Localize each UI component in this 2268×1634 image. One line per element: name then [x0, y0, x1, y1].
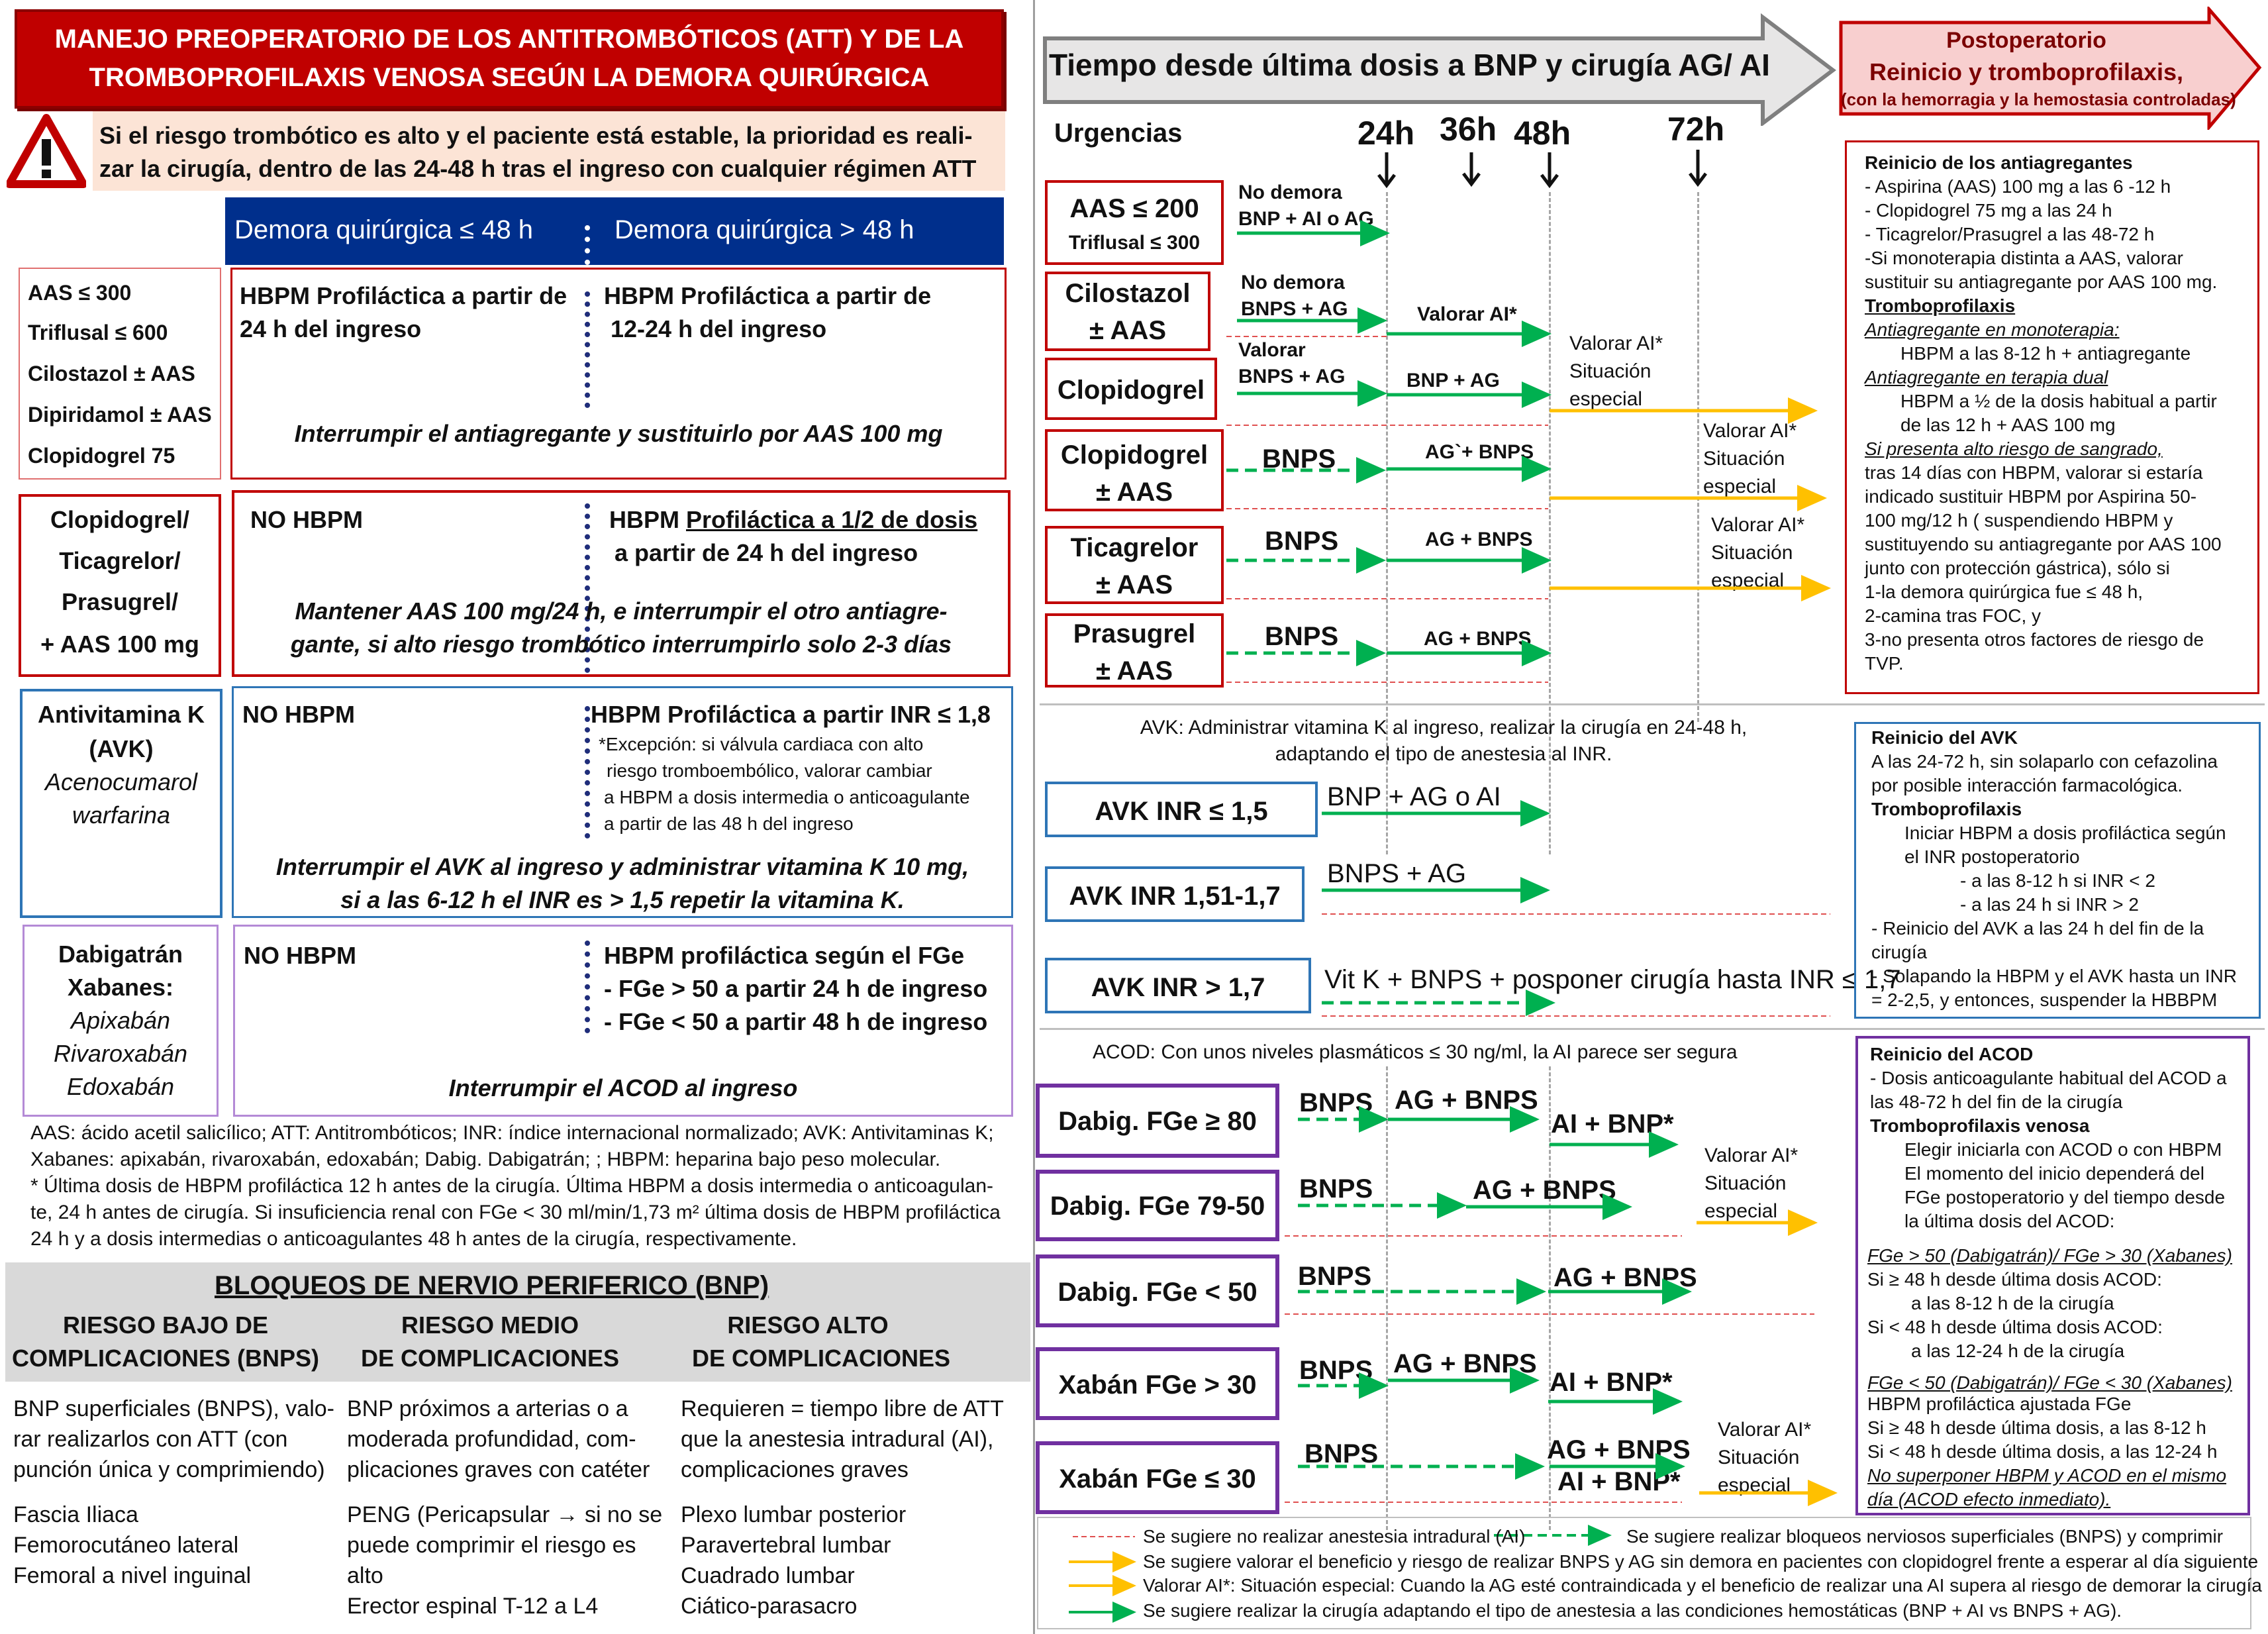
ag-drug: AAS ≤ 200	[1069, 194, 1199, 223]
ag-postop-line: - Clopidogrel 75 mg a las 24 h	[1865, 200, 2112, 221]
row4-left-text: NO HBPM	[244, 942, 356, 969]
row3-exception: *Excepción: si válvula cardiaca con alto	[599, 734, 924, 754]
row1-drug: Dipiridamol ± AAS	[28, 403, 212, 427]
bnp-high-item: Cuadrado lumbar	[681, 1563, 855, 1588]
acod-postop-line: a las 12-24 h de la cirugía	[1911, 1341, 2125, 1361]
acod-postop-line: El momento del inicio dependerá del	[1904, 1163, 2204, 1184]
row2-drug: Ticagrelor/	[59, 547, 181, 574]
ag-situacion: Valorar AI*	[1569, 332, 1663, 354]
ag-situacion: Situación	[1703, 448, 1785, 470]
ag-postop-line: 2-camina tras FOC, y	[1865, 605, 2042, 626]
acod-bnps: BNPS	[1299, 1088, 1373, 1117]
row3-drug: warfarina	[72, 801, 171, 829]
row3-exception: a partir de las 48 h del ingreso	[604, 813, 854, 834]
ag-postop-line: Tromboprofilaxis	[1865, 295, 2016, 316]
ag-drug: Prasugrel	[1073, 619, 1196, 648]
avk-intro: AVK: Administrar vitamina K al ingreso, realizar la cirugía en 24-48 h,	[1140, 717, 1748, 739]
acod-situacion: especial	[1718, 1474, 1791, 1496]
acod-bnps: BNPS	[1299, 1174, 1373, 1203]
bnp-high-desc: complicaciones graves	[681, 1457, 909, 1482]
row3-drug: Acenocumarol	[44, 768, 198, 795]
ag-label: Valorar AI*	[1417, 303, 1517, 325]
ag-drug: ± AAS	[1095, 478, 1173, 507]
footnote-line: te, 24 h antes de cirugía. Si insuficiencia renal con FGe < 30 ml/min/1,73 m² última dosis de HBPM profiláctica	[30, 1201, 1001, 1223]
acod-postop-line: FGe postoperatorio y del tiempo desde	[1904, 1187, 2226, 1207]
acod-ai-bnp: AI + BNP*	[1550, 1368, 1673, 1397]
ag-situacion: Valorar AI*	[1703, 420, 1797, 442]
row2-note: gante, si alto riesgo trombótico interrumpirlo solo 2-3 días	[290, 631, 952, 658]
ag-label: AG + BNPS	[1425, 529, 1533, 550]
acod-ag-bnps: AG + BNPS	[1553, 1263, 1697, 1292]
row3-left-text: NO HBPM	[242, 701, 355, 728]
acod-situacion: Valorar AI*	[1704, 1145, 1799, 1166]
ag-label: Valorar	[1238, 339, 1306, 361]
ag-postop-line: Reinicio de los antiagregantes	[1865, 152, 2133, 173]
avk-postop-line: - a las 24 h si INR > 2	[1960, 894, 2140, 915]
bnp-mid-item: Erector espinal T-12 a L4	[347, 1594, 599, 1619]
row4-right-text: - FGe < 50 a partir 48 h de ingreso	[604, 1008, 988, 1035]
acod-situacion: Situación	[1718, 1447, 1800, 1468]
row1-left-text: 24 h del ingreso	[240, 315, 422, 342]
ag-label: BNPS + AG	[1238, 366, 1346, 387]
ag-postop-line: indicado sustituir HBPM por Aspirina 50-	[1865, 486, 2197, 507]
row4-drug: Rivaroxabán	[53, 1040, 188, 1067]
acod-postop-line: Si < 48 h desde última dosis ACOD:	[1867, 1317, 2163, 1337]
acod-label: Xabán FGe > 30	[1058, 1370, 1257, 1400]
row2-drug: Clopidogrel/	[50, 506, 189, 533]
ag-postop-line: de las 12 h + AAS 100 mg	[1900, 415, 2116, 435]
ag-label: BNP + AI o AG	[1238, 208, 1374, 230]
acod-postop-line: FGe > 50 (Dabigatrán)/ FGe > 30 (Xabanes)	[1867, 1245, 2232, 1266]
ag-postop-line: 100 mg/12 h ( suspendiendo HBPM y	[1865, 510, 2173, 531]
legend-item: Se sugiere valorar el beneficio y riesgo de realizar BNPS y AG sin demora en pacientes con clopidogrel frente a esperar al día siguiente	[1143, 1551, 2259, 1572]
ag-postop-line: sustituir su antiagregante por AAS 100 mg.	[1865, 272, 2218, 292]
row4-right-text: - FGe > 50 a partir 24 h de ingreso	[604, 975, 988, 1002]
legend-item: Se sugiere realizar bloqueos nerviosos superficiales (BNPS) y comprimir	[1626, 1526, 2224, 1547]
row1-drug: Cilostazol ± AAS	[28, 362, 195, 385]
bnp-low-desc: BNP superficiales (BNPS), valo-	[13, 1396, 334, 1421]
bnp-high-item: Paravertebral lumbar	[681, 1533, 891, 1558]
avk-postop-line: cirugía	[1871, 942, 1928, 962]
row3-drug: (AVK)	[89, 735, 154, 762]
bnp-col-header: RIESGO MEDIO	[401, 1311, 579, 1339]
ag-label: AG + BNPS	[1424, 628, 1532, 650]
ag-drug: Clopidogrel	[1057, 376, 1205, 405]
avk-postop-line: por posible interacción farmacológica.	[1871, 775, 2183, 795]
ag-postop-line: -Si monoterapia distinta a AAS, valorar	[1865, 248, 2183, 268]
ag-situacion: especial	[1569, 388, 1643, 410]
row1-drug: Clopidogrel 75	[28, 444, 175, 468]
legend-item: Se sugiere realizar la cirugía adaptando el tipo de anestesia a las condiciones hemostáticas (BNP + AI vs BNPS + AG).	[1143, 1600, 2122, 1621]
avk-action: BNPS + AG	[1327, 859, 1467, 888]
acod-postop-line: las 48-72 h del fin de la cirugía	[1870, 1092, 2123, 1112]
ag-postop-line: Si presenta alto riesgo de sangrado,	[1865, 438, 2163, 459]
avk-postop-line: Reinicio del AVK	[1871, 727, 2018, 748]
row2-left-text: NO HBPM	[250, 506, 363, 533]
avk-postop-line: - a las 8-12 h si INR < 2	[1960, 870, 2155, 891]
row2-note: Mantener AAS 100 mg/24 h, e interrumpir el otro antiagre-	[295, 597, 948, 625]
avk-intro: adaptando el tipo de anestesia al INR.	[1275, 743, 1612, 765]
acod-ag-bnps: AG + BNPS	[1395, 1086, 1538, 1115]
acod-ag-bnps: AG + BNPS	[1547, 1435, 1691, 1464]
avk-postop-line: A las 24-72 h, sin solaparlo con cefazolina	[1871, 751, 2218, 772]
bnp-low-desc: punción única y comprimiendo)	[13, 1457, 325, 1482]
ag-bnps-label: BNPS	[1262, 444, 1336, 474]
bnp-col-header: RIESGO BAJO DE	[62, 1311, 269, 1339]
row1-right-text: HBPM Profiláctica a partir de	[604, 282, 932, 309]
avk-label: AVK INR ≤ 1,5	[1095, 797, 1268, 826]
acod-situacion: Valorar AI*	[1718, 1419, 1812, 1441]
footnote-line: AAS: ácido acetil salicílico; ATT: Antitrombóticos; INR: índice internacional normalizado; AVK: Antivitaminas K;	[30, 1122, 994, 1144]
ag-drug-sub: Triflusal ≤ 300	[1068, 232, 1201, 254]
ag-label: No demora	[1241, 272, 1345, 293]
ag-drug: ± AAS	[1095, 656, 1173, 686]
ag-bnps-label: BNPS	[1265, 622, 1339, 651]
avk-action: Vit K + BNPS + posponer cirugía hasta INR ≤ 1,7	[1324, 965, 1901, 994]
bnp-mid-desc: moderada profundidad, com-	[347, 1427, 636, 1452]
acod-label: Dabig. FGe < 50	[1058, 1278, 1257, 1307]
postop-title: Postoperatorio	[1946, 28, 2106, 53]
acod-ai-bnp: AI + BNP*	[1557, 1467, 1681, 1496]
demora-short-label: Demora quirúrgica ≤ 48 h	[234, 215, 534, 244]
ag-postop-line: 1-la demora quirúrgica fue ≤ 48 h,	[1865, 582, 2144, 602]
bnp-high-item: Ciático-parasacro	[681, 1594, 858, 1619]
row1-drug: AAS ≤ 300	[28, 281, 132, 305]
row1-drug: Triflusal ≤ 600	[28, 321, 168, 344]
row3-exception: riesgo tromboembólico, valorar cambiar	[607, 760, 932, 781]
warning-line-2: zar la cirugía, dentro de las 24-48 h tras el ingreso con cualquier régimen ATT	[99, 155, 977, 182]
ag-postop-line: junto con protección gástrica), sólo si	[1865, 558, 2170, 578]
bnp-mid-item: alto	[347, 1563, 383, 1588]
acod-label: Dabig. FGe 79-50	[1050, 1192, 1265, 1221]
ag-label: BNPS + AG	[1241, 298, 1348, 320]
acod-situacion: Situación	[1704, 1172, 1787, 1194]
row2-drug: + AAS 100 mg	[40, 631, 199, 658]
postop-note: (con la hemorragia y la hemostasia controladas)	[1841, 89, 2236, 109]
bnp-low-item: Fascia Iliaca	[13, 1502, 138, 1527]
row3-right-text: HBPM Profiláctica a partir INR ≤ 1,8	[591, 701, 991, 728]
acod-postop-line: Reinicio del ACOD	[1870, 1044, 2034, 1064]
ag-label: BNP + AG	[1406, 370, 1500, 391]
bnp-high-item: Plexo lumbar posterior	[681, 1502, 907, 1527]
acod-postop-line: No superponer HBPM y ACOD en el mismo	[1867, 1465, 2227, 1486]
row4-drug: Edoxabán	[66, 1073, 175, 1100]
ag-postop-line: HBPM a ½ de la dosis habitual a partir	[1900, 391, 2217, 411]
row3-note: si a las 6-12 h el INR es > 1,5 repetir la vitamina K.	[340, 886, 905, 913]
bnp-col-header: DE COMPLICACIONES	[360, 1345, 620, 1372]
row2-drug: Prasugrel/	[61, 588, 179, 615]
bnp-mid-desc: BNP próximos a arterias o a	[347, 1396, 628, 1421]
bnp-high-desc: que la anestesia intradural (AI),	[681, 1427, 994, 1452]
acod-postop-line: a las 8-12 h de la cirugía	[1911, 1293, 2114, 1313]
avk-postop-line: - Reinicio del AVK a las 24 h del fin de la	[1871, 918, 2204, 939]
avk-label: AVK INR 1,51-1,7	[1069, 882, 1281, 911]
bnp-mid-item: puede comprimir el riesgo es	[347, 1533, 636, 1558]
bnp-low-desc: rar realizarlos con ATT (con	[13, 1427, 288, 1452]
avk-postop-line: el INR postoperatorio	[1904, 846, 2080, 867]
avk-postop-line: = 2-2,5, y entonces, suspender la HBBPM	[1871, 990, 2218, 1010]
row1-left-text: HBPM Profiláctica a partir de	[240, 282, 567, 309]
ag-postop-line: Antiagregante en monoterapia:	[1865, 319, 2120, 340]
acod-ag-bnps: AG + BNPS	[1473, 1176, 1616, 1205]
bnp-col-header: COMPLICACIONES (BNPS)	[11, 1345, 319, 1372]
row4-note: Interrumpir el ACOD al ingreso	[448, 1074, 798, 1101]
acod-postop-line: la última dosis del ACOD:	[1904, 1211, 2115, 1231]
ag-label: AG`+ BNPS	[1425, 441, 1534, 463]
footnote-line: Xabanes: apixabán, rivaroxabán, edoxabán; Dabig. Dabigatrán; ; HBPM: heparina bajo peso molecular.	[30, 1149, 941, 1170]
ag-label: No demora	[1238, 181, 1342, 203]
acod-postop-line: Si ≥ 48 h desde última dosis ACOD:	[1867, 1269, 2162, 1290]
ag-postop-line: 3-no presenta otros factores de riesgo de	[1865, 629, 2204, 650]
ag-postop-line: Antiagregante en terapia dual	[1865, 367, 2108, 387]
acod-bnps: BNPS	[1299, 1356, 1373, 1385]
ag-drug: ± AAS	[1089, 316, 1167, 345]
acod-label: Dabig. FGe ≥ 80	[1058, 1107, 1257, 1136]
hour-24h: 24h	[1357, 115, 1415, 152]
ag-postop-line: tras 14 días con HBPM, valorar si estaría	[1865, 462, 2203, 483]
row4-drug: Dabigatrán	[58, 941, 183, 968]
footnote-line: 24 h y a dosis intermedias o anticoagulantes 48 h antes de la cirugía, respectivamente.	[30, 1228, 797, 1250]
hour-72h: 72h	[1667, 111, 1725, 148]
ag-postop-line: TVP.	[1865, 653, 1904, 674]
ag-postop-line: - Aspirina (AAS) 100 mg a las 6 -12 h	[1865, 176, 2171, 197]
bnp-low-item: Femoral a nivel inguinal	[13, 1563, 252, 1588]
acod-postop-line: FGe < 50 (Dabigatrán)/ FGe < 30 (Xabanes)	[1867, 1372, 2232, 1393]
acod-postop-line: Si < 48 h desde última dosis, a las 12-24 h	[1867, 1441, 2218, 1462]
footnote-line: * Última dosis de HBPM profiláctica 12 h antes de la cirugía. Última HBPM a dosis intermedia o anticoagulan-	[30, 1175, 994, 1197]
bnp-col-header: RIESGO ALTO	[727, 1311, 889, 1339]
avk-postop-line: Iniciar HBPM a dosis profiláctica según	[1904, 823, 2226, 843]
acod-ag-bnps: AG + BNPS	[1393, 1349, 1537, 1378]
ag-situacion: especial	[1711, 570, 1785, 591]
acod-label: Xabán FGe ≤ 30	[1059, 1464, 1256, 1494]
urgencias-label: Urgencias	[1054, 119, 1183, 148]
row1-right-text: 12-24 h del ingreso	[611, 315, 827, 342]
ag-situacion: Situación	[1569, 360, 1652, 382]
acod-postop-line: día (ACOD efecto inmediato).	[1867, 1489, 2111, 1509]
ag-postop-line: - Ticagrelor/Prasugrel a las 48-72 h	[1865, 224, 2155, 244]
warning-line-1: Si el riesgo trombótico es alto y el paciente está estable, la prioridad es reali-	[99, 122, 973, 149]
ag-situacion: Situación	[1711, 542, 1793, 564]
title-line-1: MANEJO PREOPERATORIO DE LOS ANTITROMBÓTICOS (ATT) Y DE LA	[54, 25, 964, 54]
ag-postop-line: HBPM a las 8-12 h + antiagregante	[1900, 343, 2191, 364]
row2-right-text: HBPM Profiláctica a 1/2 de dosis	[609, 506, 978, 533]
acod-intro: ACOD: Con unos niveles plasmáticos ≤ 30 ng/ml, la AI parece ser segura	[1093, 1041, 1738, 1063]
demora-long-label: Demora quirúrgica > 48 h	[615, 215, 914, 244]
avk-postop-line: Tromboprofilaxis	[1871, 799, 2022, 819]
avk-action: BNP + AG o AI	[1327, 782, 1501, 811]
timeline-header: Tiempo desde última dosis a BNP y cirugía AG/ AI	[1049, 48, 1770, 82]
bnp-title: BLOQUEOS DE NERVIO PERIFERICO (BNP)	[215, 1271, 769, 1300]
ag-drug: ± AAS	[1095, 570, 1173, 599]
hour-48h: 48h	[1514, 115, 1571, 152]
avk-label: AVK INR > 1,7	[1091, 973, 1265, 1002]
row3-drug: Antivitamina K	[37, 701, 205, 728]
ag-drug: Ticagrelor	[1070, 533, 1199, 562]
bnp-col-header: DE COMPLICACIONES	[691, 1345, 951, 1372]
row1-note: Interrumpir el antiagregante y sustituirlo por AAS 100 mg	[294, 420, 943, 447]
acod-postop-line: HBPM profiláctica ajustada FGe	[1867, 1394, 2132, 1414]
ag-postop-line: sustituyendo su antiagregante por AAS 100	[1865, 534, 2222, 554]
acod-postop-line: Si ≥ 48 h desde última dosis, a las 8-12 h	[1867, 1417, 2206, 1438]
row3-note: Interrumpir el AVK al ingreso y administrar vitamina K 10 mg,	[275, 853, 969, 880]
acod-ai-bnp: AI + BNP*	[1551, 1109, 1674, 1139]
postop-subtitle: Reinicio y tromboprofilaxis,	[1869, 58, 2184, 85]
acod-postop-line: Elegir iniciarla con ACOD o con HBPM	[1904, 1139, 2222, 1160]
acod-bnps: BNPS	[1305, 1439, 1379, 1468]
row4-right-text: HBPM profiláctica según el FGe	[604, 942, 965, 969]
legend-item: Se sugiere no realizar anestesia intradural (AI)	[1143, 1526, 1526, 1547]
ag-situacion: especial	[1703, 476, 1777, 497]
legend-item: Valorar AI*: Situación especial: Cuando la AG esté contraindicada y el beneficio de realizar una AI supera al riesgo de demorar la cirugía	[1143, 1575, 2262, 1596]
acod-postop-line: - Dosis anticoagulante habitual del ACOD a	[1870, 1068, 2227, 1088]
bnp-low-item: Femorocutáneo lateral	[13, 1533, 239, 1558]
bnp-high-desc: Requieren = tiempo libre de ATT	[681, 1396, 1004, 1421]
avk-postop-line: - Solapando la HBPM y el AVK hasta un INR	[1871, 966, 2237, 986]
acod-bnps: BNPS	[1298, 1262, 1372, 1291]
bnp-mid-desc: plicaciones graves con catéter	[347, 1457, 650, 1482]
row3-exception: a HBPM a dosis intermedia o anticoagulante	[604, 787, 970, 807]
acod-postop-line: Tromboprofilaxis venosa	[1870, 1115, 2090, 1136]
ag-bnps-label: BNPS	[1265, 527, 1339, 556]
ag-drug: Clopidogrel	[1060, 440, 1208, 470]
ag-situacion: Valorar AI*	[1711, 514, 1805, 536]
row4-drug: Xabanes:	[67, 974, 174, 1001]
hour-36h: 36h	[1440, 111, 1497, 148]
ag-drug: Cilostazol	[1065, 279, 1191, 308]
row4-drug: Apixabán	[70, 1007, 171, 1034]
row2-right-text: a partir de 24 h del ingreso	[615, 539, 918, 566]
acod-situacion: especial	[1704, 1200, 1778, 1222]
bnp-mid-item: PENG (Pericapsular → si no se	[347, 1502, 663, 1527]
title-line-2: TROMBOPROFILAXIS VENOSA SEGÚN LA DEMORA QUIRÚRGICA	[89, 63, 930, 92]
